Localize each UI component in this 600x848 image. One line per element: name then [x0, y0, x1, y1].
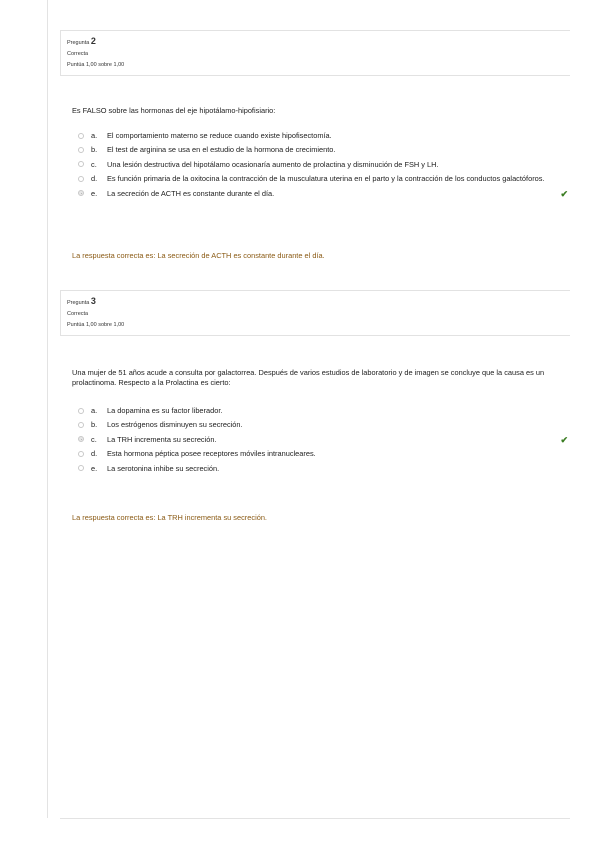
answer-text: Es función primaria de la oxitocina la contracción de la musculatura uterina en el parto y la contracción de los conductos galactóforos. — [107, 174, 545, 184]
radio-button[interactable] — [78, 176, 84, 182]
answer-option-a[interactable] — [78, 406, 570, 416]
question-state: Correcta — [67, 311, 89, 317]
answer-text: El test de arginina se usa en el estudio de la hormona de crecimiento. — [107, 145, 336, 155]
answer-option-d[interactable] — [78, 449, 570, 459]
answer-option-c[interactable] — [78, 435, 570, 445]
radio-button[interactable] — [78, 161, 84, 167]
question-label: Pregunta — [67, 300, 90, 306]
answer-letter: c. — [91, 434, 97, 444]
radio-button-selected[interactable] — [78, 190, 84, 196]
question-info-2 — [60, 30, 570, 76]
answer-letter: a. — [91, 131, 98, 140]
correct-answer-feedback: La respuesta correcta es: La secreción de ACTH es constante durante el día. — [72, 251, 325, 260]
radio-button[interactable] — [78, 422, 84, 428]
answer-text: La secreción de ACTH es constante durante el día. — [107, 188, 275, 198]
answer-text: Una lesión destructiva del hipotálamo ocasionaría aumento de prolactina y disminución de FSH y LH. — [107, 159, 439, 169]
question-state: Correcta — [67, 51, 89, 57]
answer-letter: d. — [91, 449, 98, 459]
question-number: 2 — [90, 36, 96, 46]
answer-text: La dopamina es su factor liberador. — [107, 406, 223, 415]
radio-button[interactable] — [78, 133, 84, 139]
answer-letter: b. — [91, 420, 98, 430]
answer-option-b[interactable] — [78, 420, 570, 430]
answer-letter: a. — [91, 406, 98, 415]
correct-answer-feedback: La respuesta correcta es: La TRH incrementa su secreción. — [72, 513, 267, 522]
radio-button[interactable] — [78, 147, 84, 153]
answer-letter: e. — [91, 188, 98, 198]
answer-text: Los estrógenos disminuyen su secreción. — [107, 420, 243, 430]
question-number: 3 — [90, 296, 96, 306]
check-icon: ✔ — [560, 434, 568, 445]
radio-button[interactable] — [78, 451, 84, 457]
answer-option-b[interactable] — [78, 145, 570, 155]
content-left-border — [47, 0, 48, 818]
answer-letter: e. — [91, 463, 98, 473]
answer-letter: c. — [91, 159, 97, 169]
answer-text: El comportamiento materno se reduce cuando existe hipofisectomía. — [107, 131, 332, 140]
answer-text: La TRH incrementa su secreción. — [107, 434, 217, 444]
answer-option-a[interactable] — [78, 131, 570, 141]
answer-text: Esta hormona péptica posee receptores móviles intranucleares. — [107, 449, 316, 459]
answer-option-c[interactable] — [78, 160, 570, 170]
answer-list — [78, 131, 570, 203]
answer-letter: b. — [91, 145, 98, 155]
answer-text: La serotonina inhibe su secreción. — [107, 463, 220, 473]
answer-option-e[interactable] — [78, 189, 570, 199]
question-info-3 — [60, 290, 570, 336]
question-grade: Puntúa 1,00 sobre 1,00 — [67, 322, 125, 328]
answer-option-e[interactable] — [78, 464, 570, 474]
question-text: Es FALSO sobre las hormonas del eje hipotálamo-hipofisiario: — [72, 106, 276, 115]
page-bottom-divider — [60, 818, 570, 819]
question-grade: Puntúa 1,00 sobre 1,00 — [67, 62, 125, 68]
question-text: Una mujer de 51 años acude a consulta por galactorrea. Después de varios estudios de laboratorio y de imagen se concluye que la causa es un prolactinoma. Respecto a la Prolactina es cierto: — [72, 368, 545, 387]
check-icon: ✔ — [560, 188, 568, 199]
radio-button[interactable] — [78, 408, 84, 414]
answer-option-d[interactable] — [78, 174, 570, 184]
answer-letter: d. — [91, 174, 98, 184]
question-label: Pregunta — [67, 40, 90, 46]
radio-button-selected[interactable] — [78, 436, 84, 442]
answer-list — [78, 406, 570, 478]
radio-button[interactable] — [78, 465, 84, 471]
